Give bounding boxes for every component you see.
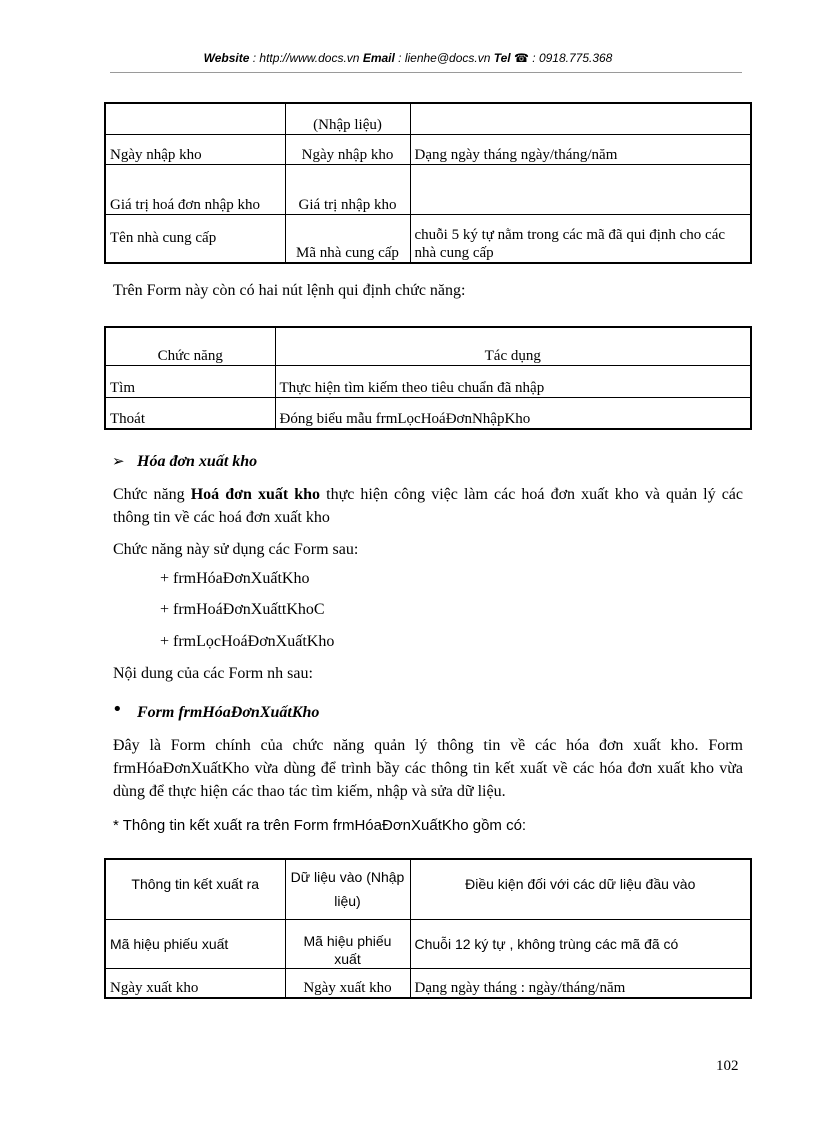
table-row [105,164,751,214]
table-header: Chức năng [105,327,275,365]
list-item: + frmLọcHoáĐơnXuấtKho [160,633,335,650]
table-cell [410,164,751,214]
website-value: : http://www.docs.vn [249,51,363,65]
table-cell: Mã hiệu phiếu xuất [285,919,410,968]
tel-value: : 0918.775.368 [528,51,613,65]
import-fields-table [104,102,752,264]
buttons-intro: Trên Form này còn có hai nút lệnh qui định chức năng: [113,282,466,299]
desc-prefix: Chức năng [113,486,191,503]
table-row [105,365,751,397]
email-value: : lienhe@docs.vn [394,51,494,65]
table-row [105,919,751,968]
table-cell: chuỗi 5 ký tự nằm trong các mã đã qui định cho các nhà cung cấp [410,214,751,263]
table-cell: Ngày nhập kho [105,134,285,164]
section-description [113,483,743,529]
table-row [105,214,751,263]
form-title: Form frmHóaĐơnXuấtKho [137,704,320,721]
table-row [105,397,751,429]
table-header: Điều kiện đối với các dữ liệu đầu vào [410,859,751,919]
list-item: + frmHóaĐơnXuấtKho [160,570,310,587]
table-row [105,134,751,164]
table-cell [105,103,285,134]
table-cell: Mã nhà cung cấp [285,214,410,263]
table-cell: Giá trị hoá đơn nhập kho [105,164,285,214]
export-fields-table [104,858,752,999]
table-cell [410,103,751,134]
desc-suffix: thực hiện công việc làm các hoá đơn xuất kho và quản lý các thông tin về các hoá đơn xuất kho [113,486,744,526]
forms-intro: Chức năng này sử dụng các Form sau: [113,541,359,558]
table-cell: Giá trị nhập kho [285,164,410,214]
table-cell: Tìm [105,365,275,397]
table-cell: Tên nhà cung cấp [105,214,285,263]
table-header: Dữ liệu vào (Nhập liệu) [285,859,410,919]
table-cell: Ngày xuất kho [285,968,410,998]
table-cell: Thực hiện tìm kiếm theo tiêu chuẩn đã nhập [275,365,751,397]
table-row [105,968,751,998]
page-header [0,51,816,65]
table-cell: Dạng ngày tháng : ngày/tháng/năm [410,968,751,998]
table-header: Thông tin kết xuất ra [105,859,285,919]
table-cell: Đóng biểu mẫu frmLọcHoáĐơnNhậpKho [275,397,751,429]
table-cell: Mã hiệu phiếu xuất [105,919,285,968]
email-label: Email [362,51,395,65]
table-cell: (Nhập liệu) [285,103,410,134]
table-cell: Chuỗi 12 ký tự , không trùng các mã đã có [410,919,751,968]
header-divider [110,72,742,73]
table-cell: Ngày xuất kho [105,968,285,998]
table-cell: Dạng ngày tháng ngày/tháng/năm [410,134,751,164]
page-number: 102 [716,1058,739,1074]
bullet-icon: • [112,699,123,720]
table-cell: Thoát [105,397,275,429]
section-title: Hóa đơn xuất kho [137,453,258,470]
table-row [105,859,751,919]
button-functions-table [104,326,752,430]
form-description: Đây là Form chính của chức năng quản lý thông tin về các hóa đơn xuất kho. Form frmHóaĐơnXuấtKho vừa dùng để trình bầy các thông tin kết xuất về các hóa đơn xuất kho vừa dùng để thực hiện các thao tác tìm kiếm, nhập và sửa dữ liệu. [113,737,743,800]
website-label: Website [203,51,250,65]
table-row [105,327,751,365]
list-item: + frmHoáĐơnXuấttKhoC [160,601,325,618]
output-intro: * Thông tin kết xuất ra trên Form frmHóaĐơnXuấtKho gồm có: [113,817,527,834]
tel-label: Tel [493,51,511,65]
phone-icon: ☎ [513,51,529,65]
table-row [105,103,751,134]
table-header: Tác dụng [275,327,751,365]
table-cell: Ngày nhập kho [285,134,410,164]
arrow-bullet-icon: ➢ [112,452,125,470]
desc-bold: Hoá đơn xuất kho [190,486,321,503]
content-intro: Nội dung của các Form nh sau: [113,665,313,682]
